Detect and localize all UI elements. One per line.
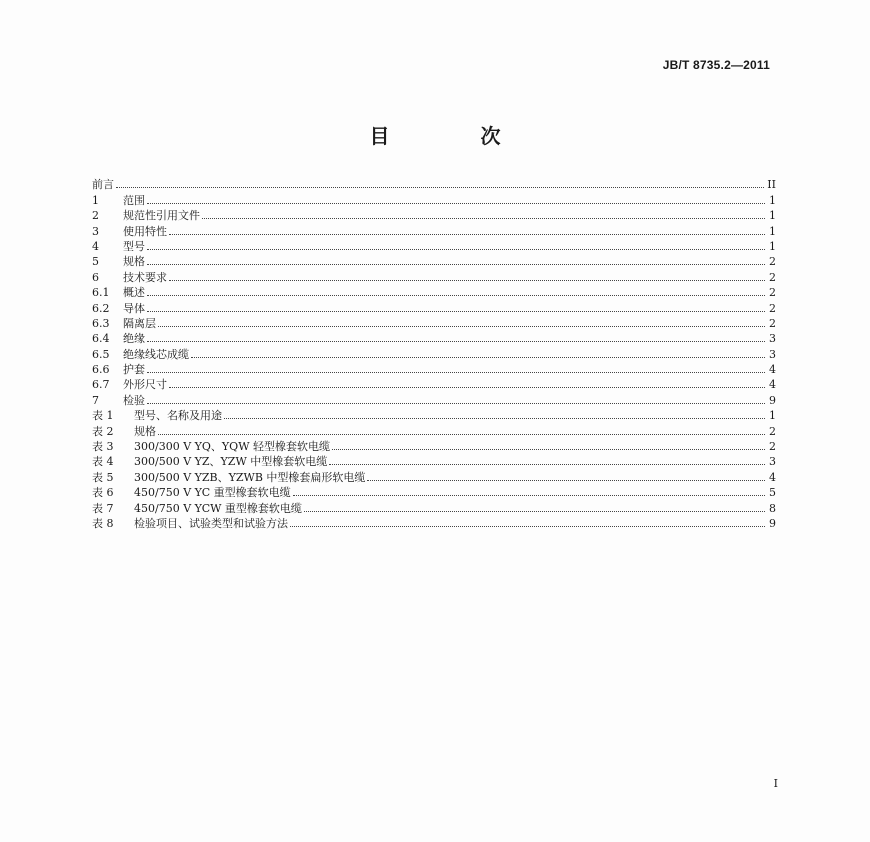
toc-entry-number: 1 xyxy=(92,193,99,207)
toc-entry-number: 6.4 xyxy=(92,332,110,346)
toc-table-number: 表 4 xyxy=(92,455,114,469)
toc-entry-number: 6.5 xyxy=(92,347,110,361)
toc-entry[interactable] xyxy=(92,299,776,314)
page-number: I xyxy=(773,777,778,790)
toc-table-entry[interactable] xyxy=(92,515,776,530)
toc-entry-number: 4 xyxy=(92,239,99,253)
toc-table-entry[interactable] xyxy=(92,438,776,453)
dot-leader xyxy=(147,249,765,250)
toc-entry-text: 前言 xyxy=(92,178,114,192)
toc-table-number: 表 8 xyxy=(92,516,114,530)
toc-table-number: 表 2 xyxy=(92,424,114,438)
dot-leader xyxy=(224,418,765,419)
standard-number: JB/T 8735.2—2011 xyxy=(662,58,770,72)
toc-table-number: 表 6 xyxy=(92,486,114,500)
toc-entry[interactable] xyxy=(92,361,776,376)
toc-entry[interactable] xyxy=(92,191,776,206)
toc-table-text: 450/750 V YCW 重型橡套软电缆 xyxy=(134,501,302,515)
toc-entry-page: 2 xyxy=(769,270,776,284)
toc-entry-page: 2 xyxy=(769,316,776,330)
toc-entry-text: 护套 xyxy=(123,363,145,377)
dot-leader xyxy=(304,511,765,512)
toc-entry-page: 2 xyxy=(769,301,776,315)
toc-entry-text: 使用特性 xyxy=(123,224,167,238)
dot-leader xyxy=(169,280,765,281)
toc-table-text: 300/500 V YZB、YZWB 中型橡套扁形软电缆 xyxy=(134,470,366,484)
toc-entry-page: 2 xyxy=(769,286,776,300)
toc-entry-text: 型号 xyxy=(123,239,145,253)
toc-entry-page: 1 xyxy=(769,193,776,207)
toc-entry-text: 检验 xyxy=(123,393,145,407)
dot-leader xyxy=(158,326,765,327)
toc-table-text: 规格 xyxy=(134,424,156,438)
toc-table-number: 表 7 xyxy=(92,501,114,515)
dot-leader xyxy=(169,387,765,388)
toc-table-page: 2 xyxy=(769,440,776,454)
toc-entry-text: 规范性引用文件 xyxy=(123,209,200,223)
toc-entry-number: 5 xyxy=(92,255,99,269)
toc-table-page: 1 xyxy=(769,409,776,423)
toc-table-entry[interactable] xyxy=(92,407,776,422)
toc-entry[interactable] xyxy=(92,253,776,268)
toc-entry-number: 7 xyxy=(92,393,99,407)
toc-entry-page: 1 xyxy=(769,209,776,223)
dot-leader xyxy=(290,526,765,527)
table-of-contents xyxy=(92,176,776,530)
toc-entry-text: 导体 xyxy=(123,301,145,315)
toc-table-text: 450/750 V YC 重型橡套软电缆 xyxy=(134,486,291,500)
toc-entry-text: 隔离层 xyxy=(123,316,156,330)
toc-entry[interactable] xyxy=(92,315,776,330)
dot-leader xyxy=(169,234,765,235)
dot-leader xyxy=(147,264,765,265)
toc-table-text: 检验项目、试验类型和试验方法 xyxy=(134,516,288,530)
toc-table-text: 型号、名称及用途 xyxy=(134,409,222,423)
toc-table-entry[interactable] xyxy=(92,468,776,483)
toc-title: 目 次 xyxy=(369,124,543,148)
toc-entry-text: 概述 xyxy=(123,286,145,300)
dot-leader xyxy=(147,403,765,404)
toc-entry[interactable] xyxy=(92,207,776,222)
toc-entry-text: 绝缘 xyxy=(123,332,145,346)
toc-table-page: 3 xyxy=(769,455,776,469)
toc-entry-number: 3 xyxy=(92,224,99,238)
toc-entry[interactable] xyxy=(92,376,776,391)
toc-entry-page: 3 xyxy=(769,347,776,361)
dot-leader xyxy=(158,434,765,435)
toc-entry-page: II xyxy=(767,178,776,192)
dot-leader xyxy=(191,357,765,358)
toc-entry-number: 2 xyxy=(92,209,99,223)
dot-leader xyxy=(147,341,765,342)
toc-table-number: 表 5 xyxy=(92,470,114,484)
toc-table-page: 2 xyxy=(769,424,776,438)
toc-entry[interactable] xyxy=(92,345,776,360)
toc-entry-text: 技术要求 xyxy=(123,270,167,284)
toc-table-page: 5 xyxy=(769,486,776,500)
dot-leader xyxy=(147,311,765,312)
toc-table-page: 9 xyxy=(769,516,776,530)
dot-leader xyxy=(147,203,765,204)
toc-entry[interactable] xyxy=(92,284,776,299)
toc-entry-preface[interactable] xyxy=(92,176,776,191)
toc-entry-text: 范围 xyxy=(123,193,145,207)
toc-entry[interactable] xyxy=(92,222,776,237)
toc-entry[interactable] xyxy=(92,238,776,253)
toc-entry-number: 6.6 xyxy=(92,363,110,377)
dot-leader xyxy=(147,295,765,296)
toc-table-number: 表 3 xyxy=(92,440,114,454)
toc-entry-text: 规格 xyxy=(123,255,145,269)
toc-entry-number: 6.7 xyxy=(92,378,110,392)
toc-table-number: 表 1 xyxy=(92,409,114,423)
toc-entry-text: 绝缘线芯成缆 xyxy=(123,347,189,361)
dot-leader xyxy=(329,464,765,465)
dot-leader xyxy=(116,187,764,188)
dot-leader xyxy=(293,495,765,496)
dot-leader xyxy=(332,449,765,450)
toc-table-text: 300/300 V YQ、YQW 轻型橡套软电缆 xyxy=(134,440,330,454)
toc-table-entry[interactable] xyxy=(92,422,776,437)
toc-entry[interactable] xyxy=(92,268,776,283)
toc-entry-page: 1 xyxy=(769,239,776,253)
toc-table-page: 8 xyxy=(769,501,776,515)
toc-entry-number: 6 xyxy=(92,270,99,284)
dot-leader xyxy=(367,480,765,481)
toc-entry-number: 6.3 xyxy=(92,316,110,330)
toc-entry-number: 6.2 xyxy=(92,301,110,315)
toc-entry-page: 3 xyxy=(769,332,776,346)
toc-entry-text: 外形尺寸 xyxy=(123,378,167,392)
toc-entry[interactable] xyxy=(92,330,776,345)
toc-table-entry[interactable] xyxy=(92,499,776,514)
dot-leader xyxy=(202,218,765,219)
toc-entry-page: 1 xyxy=(769,224,776,238)
toc-table-entry[interactable] xyxy=(92,484,776,499)
toc-entry-page: 4 xyxy=(769,378,776,392)
toc-entry-number: 6.1 xyxy=(92,286,110,300)
toc-entry-page: 2 xyxy=(769,255,776,269)
toc-table-entry[interactable] xyxy=(92,453,776,468)
dot-leader xyxy=(147,372,765,373)
toc-entry-page: 9 xyxy=(769,393,776,407)
toc-table-text: 300/500 V YZ、YZW 中型橡套软电缆 xyxy=(134,455,328,469)
toc-table-page: 4 xyxy=(769,470,776,484)
toc-entry-page: 4 xyxy=(769,363,776,377)
toc-entry[interactable] xyxy=(92,391,776,406)
